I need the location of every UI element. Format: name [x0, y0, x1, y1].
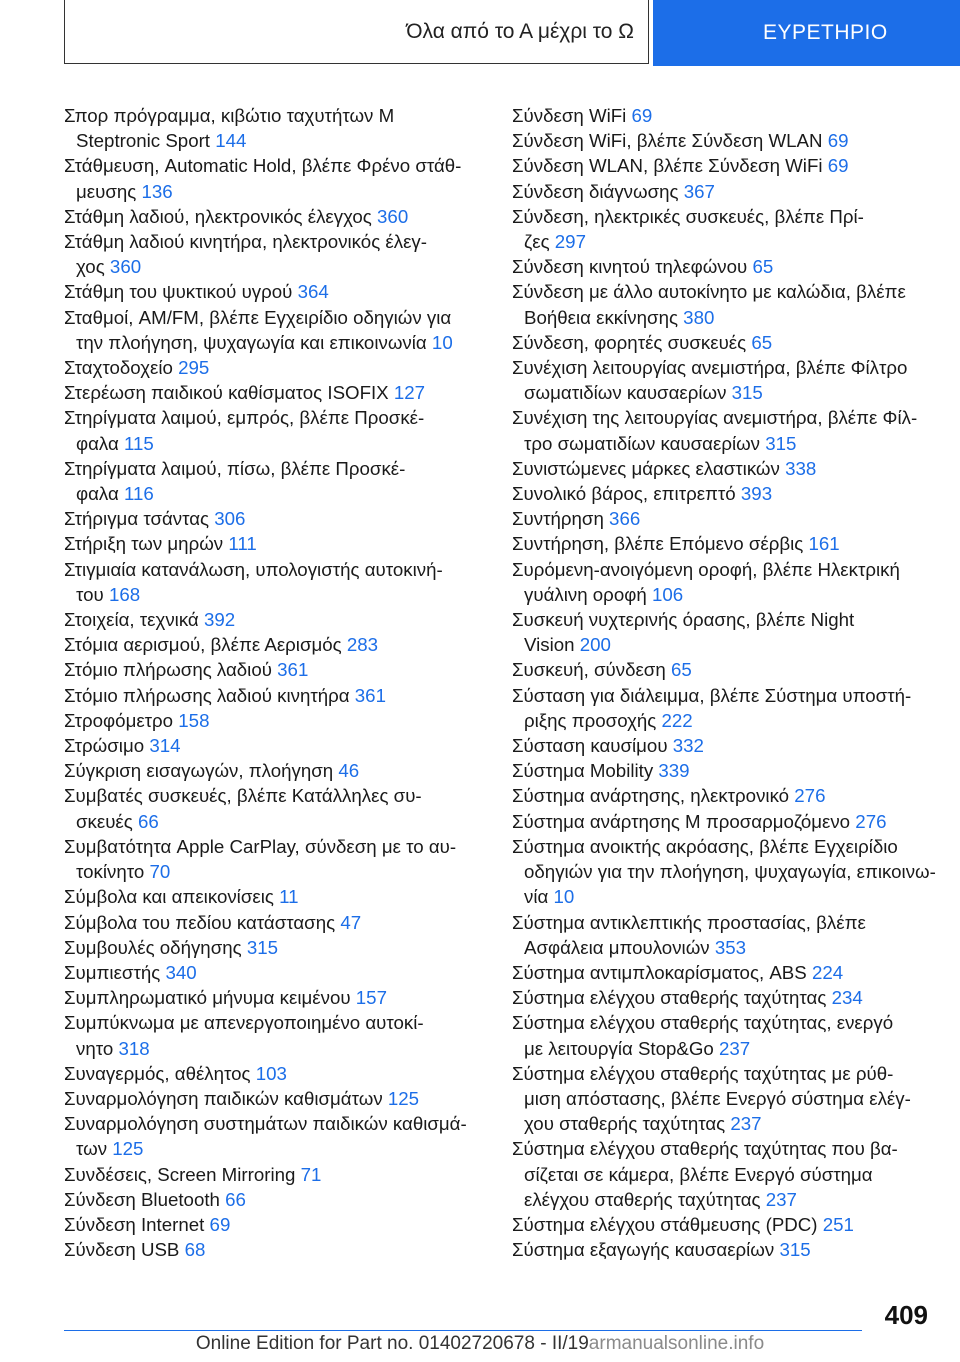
index-entry — [512, 481, 942, 506]
index-entry — [64, 733, 494, 758]
page-link[interactable]: 200 — [579, 634, 611, 656]
page-link[interactable]: 65 — [751, 331, 773, 353]
page-link[interactable]: 168 — [108, 583, 141, 605]
index-entry-text: Στηρίγματα λαιμού, εμπρός, βλέπε Προσκέ- φαλα — [64, 407, 425, 454]
index-entry — [64, 683, 494, 708]
index-entry — [64, 1086, 494, 1111]
index-entry — [64, 960, 494, 985]
page-link[interactable]: 222 — [661, 709, 693, 731]
index-entry-text: Συνιστώμενες μάρκες ελαστικών — [512, 457, 780, 479]
index-entry-text: Σύστημα ελέγχου σταθερής ταχύτητας — [512, 987, 827, 1009]
index-entry — [64, 783, 494, 833]
index-entry — [64, 557, 494, 607]
index-entry — [512, 506, 942, 531]
index-entry — [64, 305, 494, 355]
index-entry-text: Σύνδεση, φορητές συσκευές — [512, 331, 747, 353]
page-link[interactable]: 237 — [765, 1188, 797, 1210]
index-entry — [512, 1136, 942, 1212]
index-entry-text: Σύνδεση Internet — [64, 1213, 205, 1235]
index-entry-text: Στόμιο πλήρωσης λαδιού κινητήρα — [64, 684, 350, 706]
index-entry — [512, 733, 942, 758]
index-entry — [512, 985, 942, 1010]
index-entry-text: Σύνδεση USB — [64, 1239, 180, 1261]
page-link[interactable]: 11 — [279, 886, 299, 908]
tab-a-to-z-label: Όλα από το Α μέχρι το Ω — [406, 19, 634, 43]
index-entry — [64, 355, 494, 380]
index-entry — [512, 103, 942, 128]
page-link[interactable]: 367 — [683, 180, 715, 202]
page-link[interactable]: 393 — [740, 483, 773, 505]
index-entry — [64, 531, 494, 556]
page-link[interactable]: 106 — [651, 583, 684, 605]
page-link[interactable]: 65 — [670, 659, 692, 681]
page-link[interactable]: 10 — [431, 331, 453, 353]
page-link[interactable]: 295 — [178, 357, 210, 379]
index-entry — [64, 1187, 494, 1212]
index-entry-text: Σύμβολα και απεικονίσεις — [64, 886, 274, 908]
index-entry-text: Στάθμευση, Automatic Hold, βλέπε Φρένο στάθ- μευσης — [64, 155, 462, 202]
index-entry — [512, 128, 942, 153]
index-entry — [64, 910, 494, 935]
index-entry-text: Στιγμιαία κατανάλωση, υπολογιστής αυτοκινή- του — [64, 558, 443, 605]
index-entry-text: Συμβουλές οδήγησης — [64, 936, 242, 958]
page-link[interactable]: 103 — [255, 1062, 287, 1084]
index-entry-text: Σύστημα εξαγωγής καυσαερίων — [512, 1239, 775, 1261]
index-entry-text: Σύστημα αντικλεπτικής προστασίας, βλέπε Ασφάλεια μπουλονιών — [512, 911, 866, 958]
index-entry-text: Σύστημα αντιμπλοκαρίσματος, ABS — [512, 961, 807, 983]
index-entry — [64, 506, 494, 531]
index-entry — [512, 1212, 942, 1237]
page-link[interactable]: 297 — [554, 231, 586, 253]
index-entry-text: Στήριγμα τσάντας — [64, 508, 210, 530]
page-link[interactable]: 276 — [855, 810, 887, 832]
index-entry-text: Στόμιο πλήρωσης λαδιού — [64, 659, 272, 681]
index-entry — [512, 809, 942, 834]
index-entry-text: Συναγερμός, αθέλητος — [64, 1062, 251, 1084]
index-entry — [512, 1237, 942, 1262]
index-entry — [512, 531, 942, 556]
page-link[interactable]: 332 — [672, 735, 704, 757]
page-link[interactable]: 366 — [609, 508, 641, 530]
tab-a-to-z[interactable] — [64, 0, 649, 64]
index-entry — [512, 279, 942, 329]
index-entry-text: Σύνδεση WiFi, βλέπε Σύνδεση WLAN — [512, 130, 823, 152]
index-entry — [512, 557, 942, 607]
index-entry-text: Συμπύκνωμα με απενεργοποιημένο αυτοκί- νητο — [64, 1012, 424, 1059]
index-entry-text: Σύνδεση Bluetooth — [64, 1188, 220, 1210]
page-link[interactable]: 237 — [730, 1113, 762, 1135]
page-link[interactable]: 161 — [808, 533, 840, 555]
index-entry — [64, 1237, 494, 1262]
page-link[interactable]: 339 — [658, 760, 690, 782]
footer-divider — [64, 1330, 862, 1331]
index-entry — [64, 153, 494, 203]
index-entry-text: Σύστημα ελέγχου σταθερής ταχύτητας με ρύθ- μιση απόστασης, βλέπε Ενεργό σύστημα ελέγ- χου σταθερής ταχύτητας — [512, 1062, 911, 1135]
index-entry-text: Συνδέσεις, Screen Mirroring — [64, 1163, 296, 1185]
index-entry — [512, 960, 942, 985]
page-link[interactable]: 136 — [141, 180, 173, 202]
page-link[interactable]: 315 — [779, 1239, 811, 1261]
index-column-right — [512, 103, 942, 1262]
page-link[interactable]: 340 — [165, 961, 197, 983]
page-link[interactable]: 361 — [277, 659, 309, 681]
index-entry — [512, 153, 942, 178]
index-entry-text: Στάθμη του ψυκτικού υγρού — [64, 281, 293, 303]
page-link[interactable]: 315 — [731, 382, 763, 404]
search-icon[interactable] — [896, 28, 922, 54]
index-entry-text: Στρώσιμο — [64, 735, 145, 757]
index-entry — [64, 1010, 494, 1060]
page-link[interactable]: 68 — [184, 1239, 206, 1261]
page-link[interactable]: 71 — [300, 1163, 322, 1185]
page-number: 409 — [884, 1300, 928, 1330]
page-link[interactable]: 315 — [246, 936, 279, 958]
index-entry-text: Στοιχεία, τεχνικά — [64, 609, 199, 631]
index-entry-text: Σύστημα ελέγχου σταθερής ταχύτητας που βα- σίζεται σε κάμερα, βλέπε Ενεργό σύστημα ελέγχου σταθερής ταχύτητας — [512, 1138, 898, 1210]
page-link[interactable]: 314 — [149, 735, 181, 757]
page-link[interactable]: 392 — [203, 609, 236, 631]
index-entry — [64, 456, 494, 506]
index-entry-text: Συμβατές συσκευές, βλέπε Κατάλληλες συ- σκευές — [64, 785, 422, 832]
index-entry-text: Συντήρηση — [512, 508, 604, 530]
page-link[interactable]: 364 — [297, 281, 329, 303]
index-entry-text: Συμβατότητα Apple CarPlay, σύνδεση με το αυ- τοκίνητο — [64, 835, 457, 883]
index-entry-text: Σύστημα Mobility — [512, 760, 654, 782]
page-link[interactable]: 144 — [215, 130, 247, 152]
page-link[interactable]: 70 — [149, 861, 171, 883]
page-link[interactable]: 125 — [387, 1087, 420, 1109]
page-link[interactable]: 237 — [719, 1037, 751, 1059]
index-entry — [64, 1061, 494, 1086]
page-link[interactable]: 10 — [553, 886, 575, 908]
index-entry-text: Συνέχιση της λειτουργίας ανεμιστήρα, βλέπε Φίλ- τρο σωματιδίων καυσαερίων — [512, 407, 918, 454]
index-entry — [512, 607, 942, 657]
index-entry-text: Σύνδεση, ηλεκτρικές συσκευές, βλέπε Πρί- ζες — [512, 205, 864, 253]
page-link[interactable]: 283 — [346, 634, 379, 656]
index-entry — [64, 204, 494, 229]
index-entry-text: Σύστημα ανάρτησης M προσαρμοζόμενο — [512, 810, 851, 832]
index-entry-text: Σύμβολα του πεδίου κατάστασης — [64, 911, 336, 933]
index-entry — [64, 607, 494, 632]
index-entry — [512, 758, 942, 783]
index-entry-text: Σταθμοί, AM/FM, βλέπε Εγχειρίδιο οδηγιών για την πλοήγηση, ψυχαγωγία και επικοινωνία — [64, 306, 452, 353]
index-entry-text: Συνολικό βάρος, επιτρεπτό — [512, 483, 736, 505]
index-entry — [512, 204, 942, 254]
index-entry — [512, 179, 942, 204]
index-entry — [512, 834, 942, 910]
index-entry-text: Στερέωση παιδικού καθίσματος ISOFIX — [64, 382, 389, 404]
page-link[interactable]: 69 — [631, 105, 653, 126]
page-link[interactable]: 276 — [794, 785, 826, 807]
page-link[interactable]: 111 — [228, 533, 257, 555]
watermark: armanualsonline.info — [588, 1333, 765, 1354]
index-entry — [64, 229, 494, 279]
page-link[interactable]: 224 — [811, 961, 844, 983]
index-entry — [512, 456, 942, 481]
edition-text: Online Edition for Part no. 01402720678 - II/19 — [195, 1333, 589, 1354]
page-link[interactable]: 380 — [683, 306, 715, 328]
page-link[interactable]: 69 — [827, 130, 849, 152]
index-entry — [64, 935, 494, 960]
index-entry-text: Συμπληρωματικό μήνυμα κειμένου — [64, 987, 351, 1009]
index-entry-text: Σύσταση καυσίμου — [512, 735, 668, 757]
index-entry-text: Σύνδεση WiFi — [512, 105, 627, 126]
index-entry — [512, 355, 942, 405]
index-entry — [64, 708, 494, 733]
page-link[interactable]: 69 — [209, 1213, 231, 1235]
index-entry-text: Σύνδεση διάγνωσης — [512, 180, 679, 202]
page-link[interactable]: 306 — [214, 508, 246, 530]
index-entry-text: Συνέχιση λειτουργίας ανεμιστήρα, βλέπε Φίλτρο σωματιδίων καυσαερίων — [512, 357, 908, 404]
tab-index[interactable] — [653, 0, 960, 66]
page-link[interactable]: 157 — [355, 987, 387, 1009]
tab-index-label: ΕΥΡΕΤΗΡΙΟ — [763, 21, 888, 44]
page-link[interactable]: 115 — [124, 432, 154, 454]
index-entry — [64, 657, 494, 682]
index-entry-text: Σύστημα ανοικτής ακρόασης, βλέπε Εγχειρίδιο οδηγιών για την πλοήγηση, ψυχαγωγία, επικοινω- νία — [512, 835, 936, 908]
index-entry-text: Συντήρηση, βλέπε Επόμενο σέρβις — [512, 533, 804, 555]
page-link[interactable]: 353 — [714, 936, 747, 958]
page-link[interactable]: 234 — [831, 987, 863, 1009]
index-entry — [64, 834, 494, 884]
index-entry-text: Σύγκριση εισαγωγών, πλοήγηση — [64, 760, 334, 782]
page-link[interactable]: 116 — [124, 483, 154, 505]
index-entry — [64, 279, 494, 304]
index-entry-text: Σύνδεση WLAN, βλέπε Σύνδεση WiFi — [512, 155, 823, 177]
index-entry-text: Συναρμολόγηση συστημάτων παιδικών καθισμά- των — [64, 1113, 467, 1160]
index-entry-text: Σύστημα ελέγχου σταθερής ταχύτητας, ενεργό με λειτουργία Stop&Go — [512, 1012, 894, 1059]
page-link[interactable]: 127 — [393, 382, 426, 404]
page-link[interactable]: 361 — [354, 684, 386, 706]
index-entry — [512, 1010, 942, 1060]
page-link[interactable]: 47 — [340, 911, 362, 933]
index-entry — [64, 1212, 494, 1237]
index-entry — [64, 1162, 494, 1187]
index-entry — [64, 380, 494, 405]
page-header — [0, 0, 960, 66]
index-entry-text: Σύσταση για διάλειμμα, βλέπε Σύστημα υποστή- ριξης προσοχής — [512, 684, 912, 731]
page-link[interactable]: 66 — [137, 810, 159, 832]
page-link[interactable]: 318 — [118, 1037, 150, 1059]
index-entry — [512, 910, 942, 960]
index-entry-text: Συσκευή νυχτερινής όρασης, βλέπε Night Vision — [512, 609, 855, 656]
index-entry-text: Στάθμη λαδιού, ηλεκτρονικός έλεγχος — [64, 205, 372, 227]
index-entry-text: Στήριξη των μηρών — [64, 533, 224, 555]
index-entry-text: Συμπιεστής — [64, 961, 161, 983]
index-entry — [512, 683, 942, 733]
page-link[interactable]: 251 — [822, 1213, 854, 1235]
index-entry-text: Συναρμολόγηση παιδικών καθισμάτων — [64, 1087, 383, 1109]
page-link[interactable]: 158 — [178, 709, 210, 731]
index-entry — [64, 632, 494, 657]
index-entry-text: Σύνδεση με άλλο αυτοκίνητο με καλώδια, βλέπε Βοήθεια εκκίνησης — [512, 281, 906, 328]
index-entry — [64, 1111, 494, 1161]
page-link[interactable]: 65 — [752, 256, 774, 278]
index-entry-text: Σύστημα ανάρτησης, ηλεκτρονικό — [512, 785, 790, 807]
index-entry-text: Σταχτοδοχείο — [64, 357, 173, 379]
page-link[interactable]: 66 — [225, 1188, 246, 1210]
page-link[interactable]: 360 — [109, 256, 142, 278]
index-entry-text: Στροφόμετρο — [64, 709, 174, 731]
index-entry — [512, 657, 942, 682]
index-entry-text: Συρόμενη-ανοιγόμενη οροφή, βλέπε Ηλεκτρική γυάλινη οροφή — [512, 558, 900, 605]
index-entry — [64, 884, 494, 909]
index-entry — [512, 330, 942, 355]
index-entry — [512, 405, 942, 455]
index-entry-text: Σύνδεση κινητού τηλεφώνου — [512, 256, 748, 278]
index-entry-text: Σπορ πρόγραμμα, κιβώτιο ταχυτήτων M Steptronic Sport — [64, 105, 395, 152]
index-entry — [64, 985, 494, 1010]
index-entry — [512, 1061, 942, 1137]
index-column-left — [64, 103, 494, 1262]
index-entry-text: Σύστημα ελέγχου στάθμευσης (PDC) — [512, 1213, 818, 1235]
index-entry — [512, 783, 942, 808]
index-entry — [64, 103, 494, 153]
index-entry-text: Στόμια αερισμού, βλέπε Αερισμός — [64, 634, 342, 656]
index-entry-text: Συσκευή, σύνδεση — [512, 659, 666, 681]
page-link[interactable]: 360 — [377, 205, 409, 227]
page-link[interactable]: 315 — [765, 432, 797, 454]
page-link[interactable]: 69 — [827, 155, 849, 177]
index-entry-text: Στάθμη λαδιού κινητήρα, ηλεκτρονικός έλεγ- χος — [64, 231, 427, 278]
page-link[interactable]: 46 — [338, 760, 360, 782]
index-entry-text: Στηρίγματα λαιμού, πίσω, βλέπε Προσκέ- φαλα — [64, 457, 406, 505]
index-entry — [64, 405, 494, 455]
page-link[interactable]: 125 — [112, 1138, 144, 1160]
page-link[interactable]: 338 — [785, 457, 817, 479]
footer — [0, 1333, 960, 1355]
index-entry — [512, 254, 942, 279]
index-entry — [64, 758, 494, 783]
